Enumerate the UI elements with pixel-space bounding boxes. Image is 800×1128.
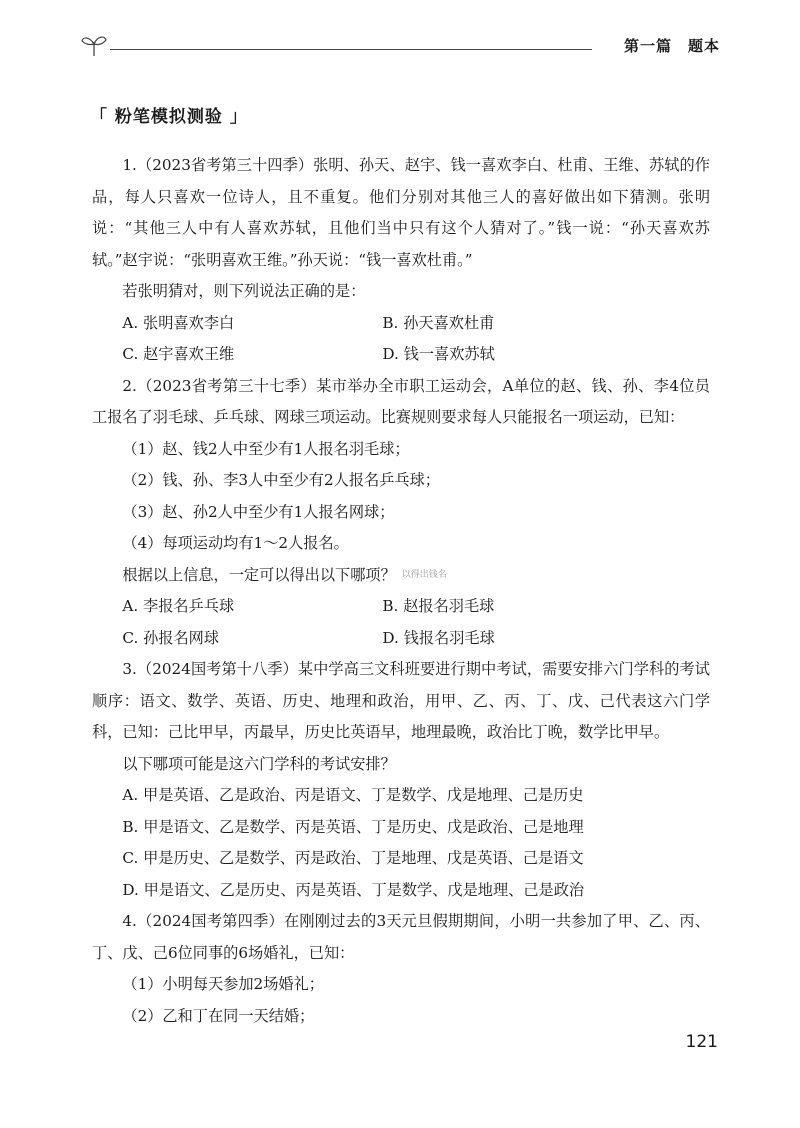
chapter-title: 第一篇 题本 xyxy=(623,37,720,55)
q1-options-row1 xyxy=(92,308,710,340)
q2-question: 根据以上信息，一定可以得出以下哪项？ xyxy=(122,565,396,584)
q2-option-b: B. 赵报名羽毛球 xyxy=(382,597,495,615)
q1-options-row2 xyxy=(92,339,710,371)
q3-option-d: D. 甲是语文、乙是历史、丙是英语、丁是数学、戊是地理、己是政治 xyxy=(122,880,585,899)
q3-stem: 3.（2024国考第十八季）某中学高三文科班要进行期中考试，需要安排六门学科的考试顺序：语文、数学、英语、历史、地理和政治，用甲、乙、丙、丁、戊、己代表这六门学科，已知：己比甲早，丙最早，历史比英语早，地理最晚，政治比丁晚，数学比甲早。 xyxy=(92,660,710,741)
header-rule xyxy=(110,49,592,50)
q2-condition-3: （3）赵、孙2人中至少有1人报名网球； xyxy=(122,502,395,521)
q3-option-c: C. 甲是历史、乙是数学、丙是政治、丁是地理、戊是英语、己是语文 xyxy=(122,849,584,867)
q2-option-c: C. 孙报名网球 xyxy=(122,628,220,647)
q2-stem: 2.（2023省考第三十七季）某市举办全市职工运动会，A单位的赵、钱、孙、李4位员工报名了羽毛球、乒乓球、网球三项运动。比赛规则要求每人只能报名一项运动，已知： xyxy=(92,376,710,426)
q2-condition-2: （2）钱、孙、李3人中至少有2人报名乒乓球； xyxy=(122,471,440,489)
q2-option-a: A. 李报名乒乓球 xyxy=(122,597,235,615)
q3-option-a-row xyxy=(92,780,710,812)
q3-question: 以下哪项可能是这六门学科的考试安排？ xyxy=(122,754,396,773)
q2-condition-4: （4）每项运动均有1～2人报名。 xyxy=(122,534,349,552)
handwritten-note: 以得出钱名 xyxy=(401,569,447,580)
q3-option-c-row xyxy=(92,843,710,875)
q1-question: 若张明猜对，则下列说法正确的是： xyxy=(122,282,366,300)
q1-option-d: D. 钱一喜欢苏轼 xyxy=(382,345,495,363)
q3-option-b-row xyxy=(92,812,710,844)
sprout-icon xyxy=(80,32,108,58)
q1-option-a: A. 张明喜欢李白 xyxy=(122,313,235,332)
q2-question-line xyxy=(92,560,710,592)
q1-stem: 1.（2023省考第三十四季）张明、孙天、赵宇、钱一喜欢李白、杜甫、王维、苏轼的作品，每人只喜欢一位诗人，且不重复。他们分别对其他三人的喜好做出如下猜测。张明说：“其他三人中有人喜欢苏轼，且他们当中只有这个人猜对了。”钱一说：“孙天喜欢苏轼。”赵宇说：“张明喜欢王维。”孙天说：“钱一喜欢杜甫。” xyxy=(92,156,710,269)
page-number: 121 xyxy=(685,1032,718,1052)
q2-options-row1 xyxy=(92,591,710,623)
q2-option-d: D. 钱报名羽毛球 xyxy=(382,628,495,647)
q3-option-b: B. 甲是语文、乙是数学、丙是英语、丁是历史、戊是政治、己是地理 xyxy=(122,817,584,836)
q4-condition-1: （1）小明每天参加2场婚礼； xyxy=(122,975,324,993)
q1-option-c: C. 赵宇喜欢王维 xyxy=(122,345,235,363)
page-body xyxy=(92,150,710,1032)
section-title: 「 粉笔模拟测验 」 xyxy=(90,107,248,127)
q2-options-row2 xyxy=(92,623,710,655)
q3-option-a: A. 甲是英语、乙是政治、丙是语文、丁是数学、戊是地理、己是历史 xyxy=(122,786,584,804)
q3-option-d-row xyxy=(92,875,710,907)
running-header xyxy=(80,32,720,60)
q4-condition-2: （2）乙和丁在同一天结婚； xyxy=(122,1006,315,1025)
q4-stem: 4.（2024国考第四季）在刚刚过去的3天元旦假期期间，小明一共参加了甲、乙、丙、丁、戊、己6位同事的6场婚礼，已知： xyxy=(92,912,710,962)
q2-condition-1: （1）赵、钱2人中至少有1人报名羽毛球； xyxy=(122,439,410,458)
q1-option-b: B. 孙天喜欢杜甫 xyxy=(382,313,495,332)
